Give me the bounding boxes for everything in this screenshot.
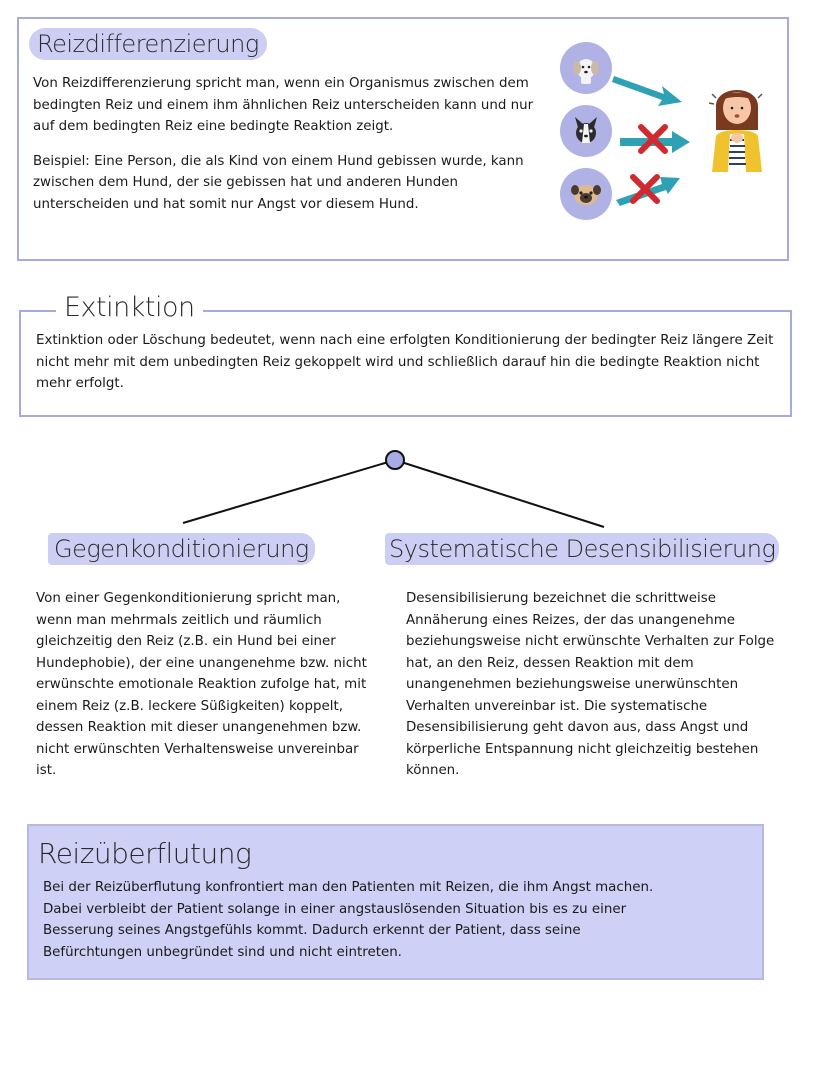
tree-node xyxy=(386,451,404,469)
desensibilisierung-title: Systematische Desensibilisierung xyxy=(385,533,779,565)
gegenkonditionierung-title: Gegenkonditionierung xyxy=(48,533,315,565)
extinktion-title: Extinktion xyxy=(56,291,203,325)
reizdifferenzierung-example: Beispiel: Eine Person, die als Kind von einem Hund gebissen wurde, kann zwischen dem Hund, der sie gebissen hat und anderen Hunden unterscheiden und hat somit nur Angst vor diesem Hund. xyxy=(33,153,524,212)
reizdifferenzierung-definition: Von Reizdifferenzierung spricht man, wenn ein Organismus zwischen dem bedingten Reiz und einem ihm ähnlichen Reiz unterscheiden kann und nur auf dem bedingten Reiz eine bedingte Reaktion zeigt. xyxy=(33,76,534,134)
reizueberflutung-title: Reizüberflutung xyxy=(38,837,252,870)
desensibilisierung-text: Desensibilisierung bezeichnet die schrittweise Annäherung eines Reizes, der das unangenehme beziehungsweise nicht erwünschte Verhalten zur Folge hat, an den Reiz, dessen Reaktion mit dem unangenehmen beziehungsweise unerwünschten Verhalten unvereinbar ist. Die systematische Desensibilisierung geht davon aus, dass Angst und körperliche Entspannung nicht gleichzeitig bestehen können. xyxy=(406,591,775,778)
reizueberflutung-text: Bei der Reizüberflutung konfrontiert man den Patienten mit Reizen, die ihm Angst machen. Dabei verbleibt der Patient solange in einer angstauslösenden Situation bis es zu einer Besserung seines Angstgefühls kommt. Dadurch erkennt der Patient, dass seine Befürchtungen unbegründet sind und nicht eintreten. xyxy=(43,880,654,960)
extinktion-text: Extinktion oder Löschung bedeutet, wenn nach eine erfolgten Konditionierung der bedingter Reiz längere Zeit nicht mehr mit dem unbedingten Reiz gekoppelt wird und schließlich darauf hin die bedingte Reaktion nicht mehr erfolgt. xyxy=(36,333,774,391)
gegenkonditionierung-text: Von einer Gegenkonditionierung spricht man, wenn man mehrmals zeitlich und räumlich gleichzeitig den Reiz (z.B. ein Hund bei einer Hundephobie), der eine unangenehme bzw. nicht erwünschte emotionale Reaktion zufolge hat, mit einem Reiz (z.B. leckere Süßigkeiten) koppelt, dessen Reaktion mit dieser unangenehmen bzw. nicht erwünschten Verhaltensweise unvereinbar ist. xyxy=(36,591,367,778)
reizdifferenzierung-title: Reizdifferenzierung xyxy=(29,28,267,60)
